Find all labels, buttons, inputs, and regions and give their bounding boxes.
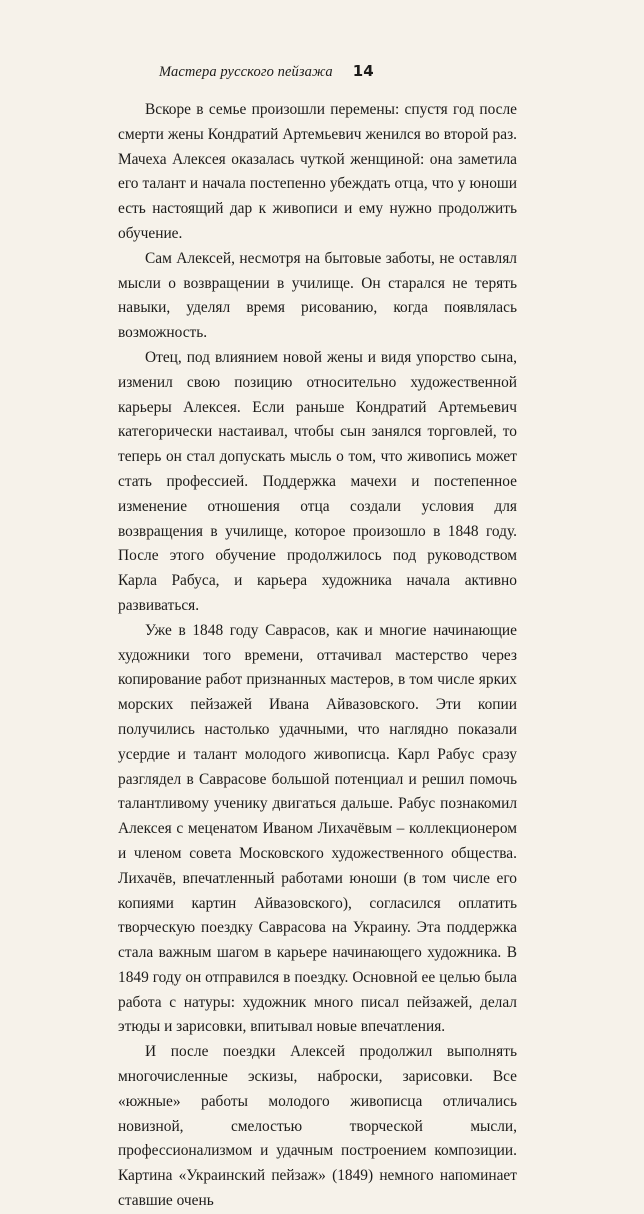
paragraph: И после поездки Алексей продолжил выполнять многочисленные эскизы, наброски, зарисовки. Все «южные» работы молодого живописца отличались новизной, смелостью творческой мысли, профессионализмом и удачным построением композиции. Картина «Украинский пейзаж» (1849) немного напоминает ставшие очень [118, 1043, 517, 1210]
paragraph: Отец, под влиянием новой жены и видя упорство сына, изменил свою позицию относительно художественной карьеры Алексея. Если раньше Кондратий Артемьевич категорически настаивал, чтобы сын занялся торговлей, то теперь он стал допускать мысль о том, что живопись может стать профессией. Поддержка мачехи и постепенное изменение отношения отца создали условия для возвращения в училище, которое произошло в 1848 году. После этого обучение продолжилось под руководством Карла Рабуса, и карьера художника начала активно развиваться. [118, 348, 517, 614]
paragraph: Вскоре в семье произошли перемены: спустя год после смерти жены Кондратий Артемьевич женился во второй раз. Мачеха Алексея оказалась чуткой женщиной: она заметила его талант и начала постепенно убеждать отца, что у юноши есть настоящий дар к живописи и ему нужно продолжить обучение. [118, 101, 517, 242]
paragraph: Уже в 1848 году Саврасов, как и многие начинающие художники того времени, оттачивал мастерство через копирование работ признанных мастеров, в том числе ярких морских пейзажей Ивана Айвазовского. Эти копии получились настолько удачными, что наглядно показали усердие и талант молодого живописца. Карл Рабус сразу разглядел в Саврасове большой потенциал и решил помочь талантливому ученику двигаться дальше. Рабус познакомил Алексея с меценатом Иваном Лихачёвым – коллекционером и членом совета Московского художественного общества. Лихачёв, впечатленный работами юноши (в том числе его копиями картин Айвазовского), согласился оплатить творческую поездку Саврасова на Украину. Эта поддержка стала важным шагом в карьере начинающего художника. В 1849 году он отправился в поездку. Основной ее целью была работа с натуры: художник много писал пейзажей, делал этюды и зарисовки, впитывал новые впечатления. [118, 621, 517, 1036]
section-title: Мастера русского пейзажа [159, 64, 333, 80]
body-text [118, 98, 517, 1214]
paragraph: Сам Алексей, несмотря на бытовые заботы, не оставлял мысли о возвращении в училище. Он старался не терять навыки, уделял время рисованию, когда появлялась возможность. [118, 249, 517, 342]
running-head [159, 62, 374, 84]
page-number: 14 [352, 62, 374, 80]
